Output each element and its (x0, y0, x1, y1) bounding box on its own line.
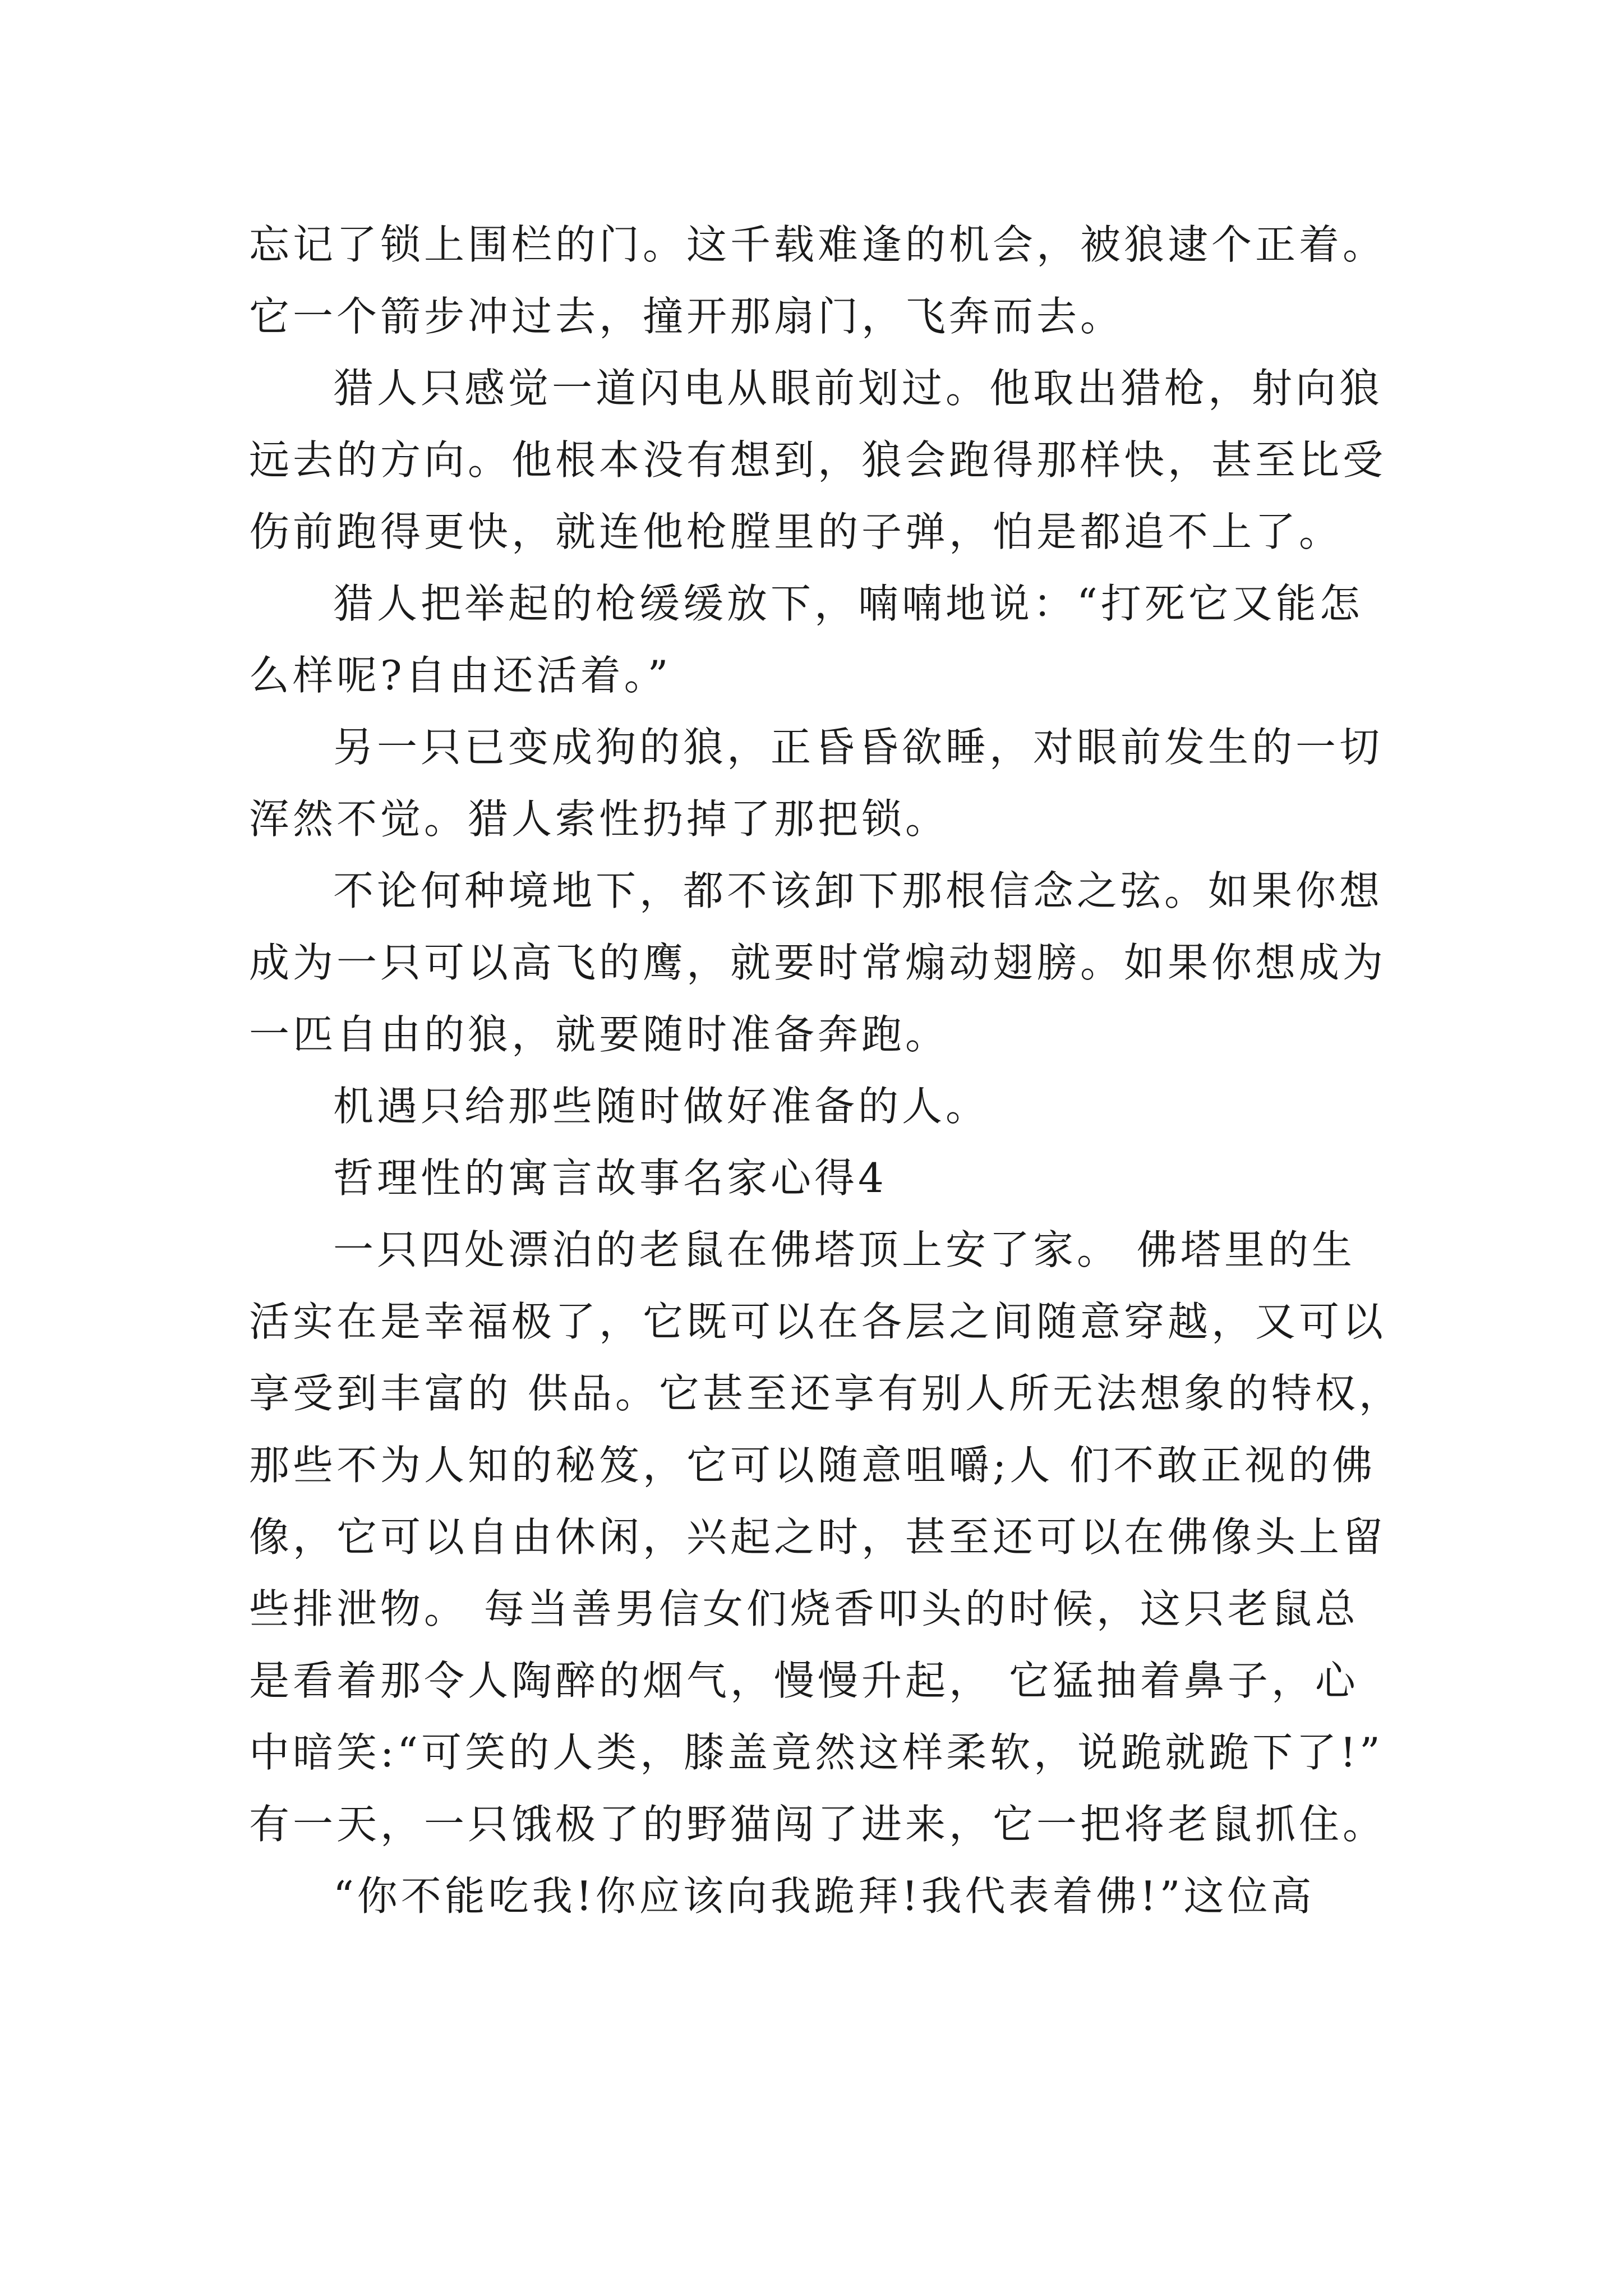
text-line: 忘记了锁上围栏的门。这千载难逢的机会，被狼逮个正着。 (249, 221, 1387, 268)
text-line: 猎人把举起的枪缓缓放下，喃喃地说：“打死它又能怎 (333, 580, 1363, 627)
text-line: 像，它可以自由休闲，兴起之时，甚至还可以在佛像头上留 (249, 1513, 1387, 1561)
text-line: 活实在是幸福极了，它既可以在各层之间随意穿越，又可以 (249, 1298, 1387, 1345)
text-line: 那些不为人知的秘笈，它可以随意咀嚼;人 们不敢正视的佛 (249, 1442, 1376, 1489)
body-text (249, 209, 1432, 1932)
text-line: 么样呢?自由还活着。” (249, 652, 672, 699)
text-line: 中暗笑:“可笑的人类，膝盖竟然这样柔软，说跪就跪下了!” (249, 1729, 1384, 1776)
text-line: 远去的方向。他根本没有想到，狼会跑得那样快，甚至比受 (249, 436, 1387, 484)
text-line: 享受到丰富的 供品。它甚至还享有别人所无法想象的特权， (249, 1370, 1403, 1417)
text-line: 些排泄物。 每当善男信女们烧香叩头的时候，这只老鼠总 (249, 1585, 1359, 1632)
text-line: 一匹自由的狼，就要随时准备奔跑。 (249, 1011, 949, 1058)
text-line: 猎人只感觉一道闪电从眼前划过。他取出猎枪，射向狼 (333, 365, 1384, 412)
text-line: 成为一只可以高飞的鹰，就要时常煽动翅膀。如果你想成为 (249, 939, 1387, 986)
section-heading: 哲理性的寓言故事名家心得4 (333, 1154, 887, 1202)
text-line: “你不能吃我!你应该向我跪拜!我代表着佛!”这位高 (333, 1872, 1315, 1920)
text-line: 有一天，一只饿极了的野猫闯了进来，它一把将老鼠抓住。 (249, 1801, 1387, 1848)
text-line: 一只四处漂泊的老鼠在佛塔顶上安了家。 佛塔里的生 (333, 1226, 1355, 1273)
text-line: 伤前跑得更快，就连他枪膛里的子弹，怕是都追不上了。 (249, 508, 1343, 555)
text-line: 它一个箭步冲过去，撞开那扇门，飞奔而去。 (249, 293, 1124, 340)
text-line: 是看着那令人陶醉的烟气，慢慢升起， 它猛抽着鼻子，心 (249, 1657, 1359, 1704)
text-line: 另一只已变成狗的狼，正昏昏欲睡，对眼前发生的一切 (333, 724, 1384, 771)
text-line: 浑然不觉。猎人索性扔掉了那把锁。 (249, 795, 949, 843)
text-line: 机遇只给那些随时做好准备的人。 (333, 1083, 990, 1130)
text-line: 不论何种境地下，都不该卸下那根信念之弦。如果你想 (333, 867, 1384, 914)
